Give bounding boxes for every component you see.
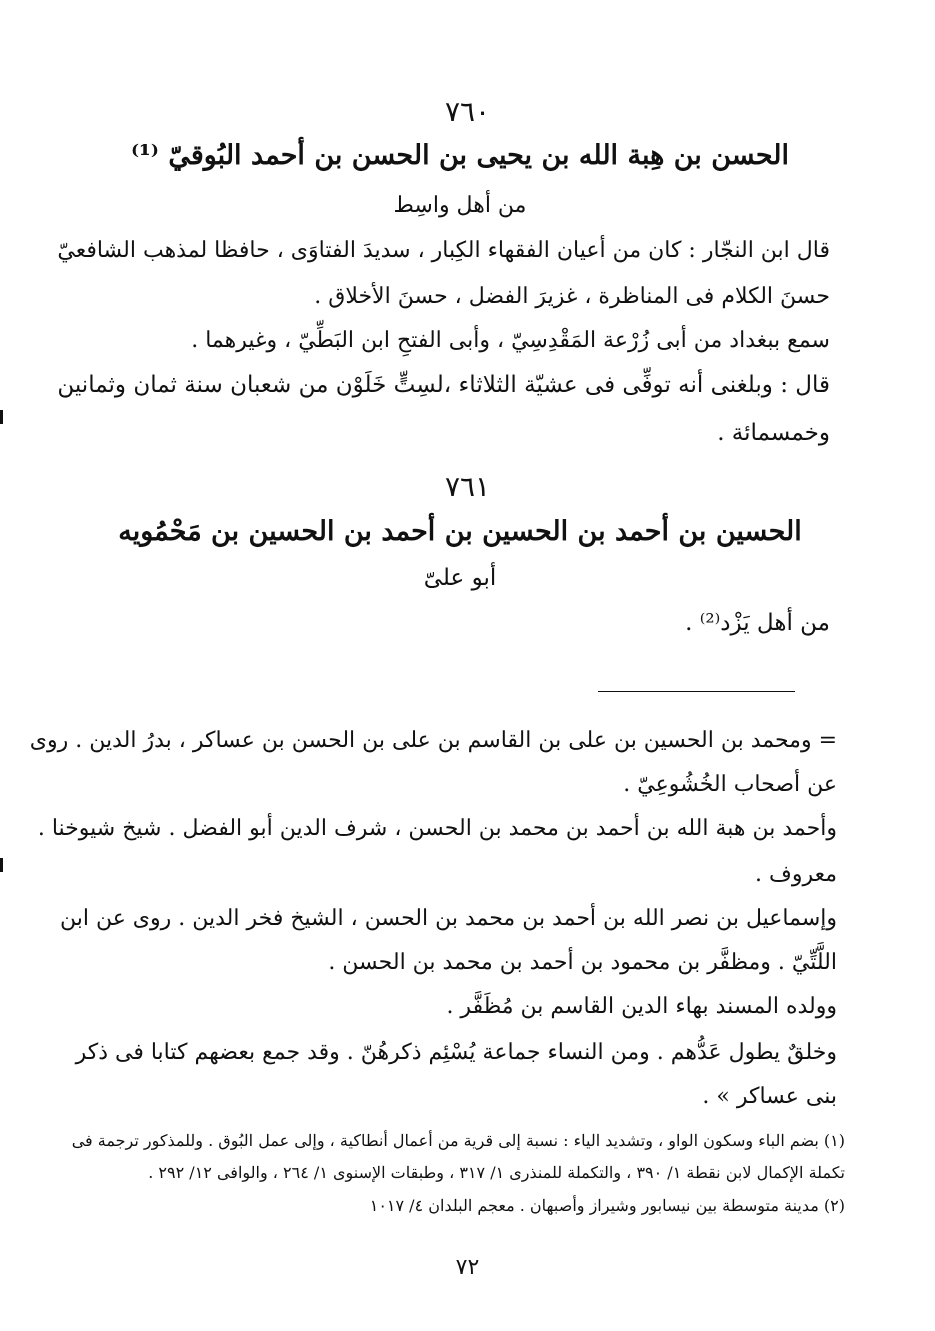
entry-name: الحسن بن هِبة الله بن يحيى بن الحسن بن أحمد البُوقيّ ⁽¹⁾ xyxy=(131,140,789,171)
footnote-line: معروف . xyxy=(755,862,837,887)
margin-mark xyxy=(0,858,3,872)
footnote-line: = ومحمد بن الحسين بن على بن القاسم بن على بن الحسن بن عساكر ، بدرُ الدين . روى xyxy=(29,728,837,753)
footnote-line: عن أصحاب الخُشُوعِيّ . xyxy=(623,772,837,797)
entry-origin: من أهل يَزْد⁽²⁾ . xyxy=(685,610,830,636)
body-line: حسنَ الكلام فى المناظرة ، غزيرَ الفضل ، حسنَ الأخلاق . xyxy=(314,284,830,309)
entry-number: ٧٦٠ xyxy=(444,95,491,128)
footnote: (٢) مدينة متوسطة بين نيسابور وشيراز وأصبهان . معجم البلدان ٤/ ١٠١٧ xyxy=(369,1196,845,1215)
footnote: (١) بضم الباء وسكون الواو ، وتشديد الياء : نسبة إلى قرية من أعمال أنطاكية ، وإلى عمل البُوق . وللمذكور ترجمة فى xyxy=(71,1131,845,1150)
body-line: قال : وبلغنى أنه توفِّى فى عشيّة الثلاثاء ،لسِتٍّ خَلَوْن من شعبان سنة ثمان وثمانين xyxy=(57,372,830,398)
footnote-line: وإسماعيل بن نصر الله بن أحمد بن محمد بن الحسن ، الشيخ فخر الدين . روى عن ابن xyxy=(59,906,837,931)
body-line: قال ابن النجّار : كان من أعيان الفقهاء الكِبار ، سديدَ الفتاوَى ، حافظا لمذهب الشافعيّ xyxy=(57,238,830,263)
margin-mark xyxy=(0,410,3,424)
footnote-line: بنى عساكر » . xyxy=(702,1084,837,1109)
entry-origin: من أهل واسِط xyxy=(393,193,527,218)
footnote-line: وخلقٌ يطول عَدُّهم . ومن النساء جماعة يُسْئِم ذكرهُنّ . وقد جمع بعضهم كتابا فى ذكر xyxy=(75,1040,837,1065)
footnote-line: وأحمد بن هبة الله بن أحمد بن محمد بن الحسن ، شرف الدين أبو الفضل . شيخ شيوخنا . xyxy=(37,816,837,841)
page-number: ٧٢ xyxy=(455,1255,480,1280)
footnote: تكملة الإكمال لابن نقطة ١/ ٣٩٠ ، والتكملة للمنذرى ١/ ٣١٧ ، وطبقات الإسنوى ١/ ٢٦٤ ، والوافى ١٢/ ٢٩٢ . xyxy=(148,1163,845,1182)
body-line: وخمسمائة . xyxy=(717,420,830,446)
entry-number: ٧٦١ xyxy=(444,470,491,503)
entry-kunya: أبو علىّ xyxy=(423,565,497,591)
body-line: سمع ببغداد من أبى زُرْعة المَقْدِسِيّ ، وأبى الفتحِ ابن البَطِّيّ ، وغيرهما . xyxy=(191,328,830,353)
footnote-line: اللَّتِّيّ . ومظفَّر بن محمود بن أحمد بن محمد بن الحسن . xyxy=(328,950,837,975)
footnote-separator xyxy=(598,691,795,692)
footnote-line: وولده المسند بهاء الدين القاسم بن مُظَفَّر . xyxy=(446,994,837,1019)
entry-name: الحسين بن أحمد بن الحسين بن أحمد بن الحسين بن مَحْمُويه xyxy=(118,516,802,547)
